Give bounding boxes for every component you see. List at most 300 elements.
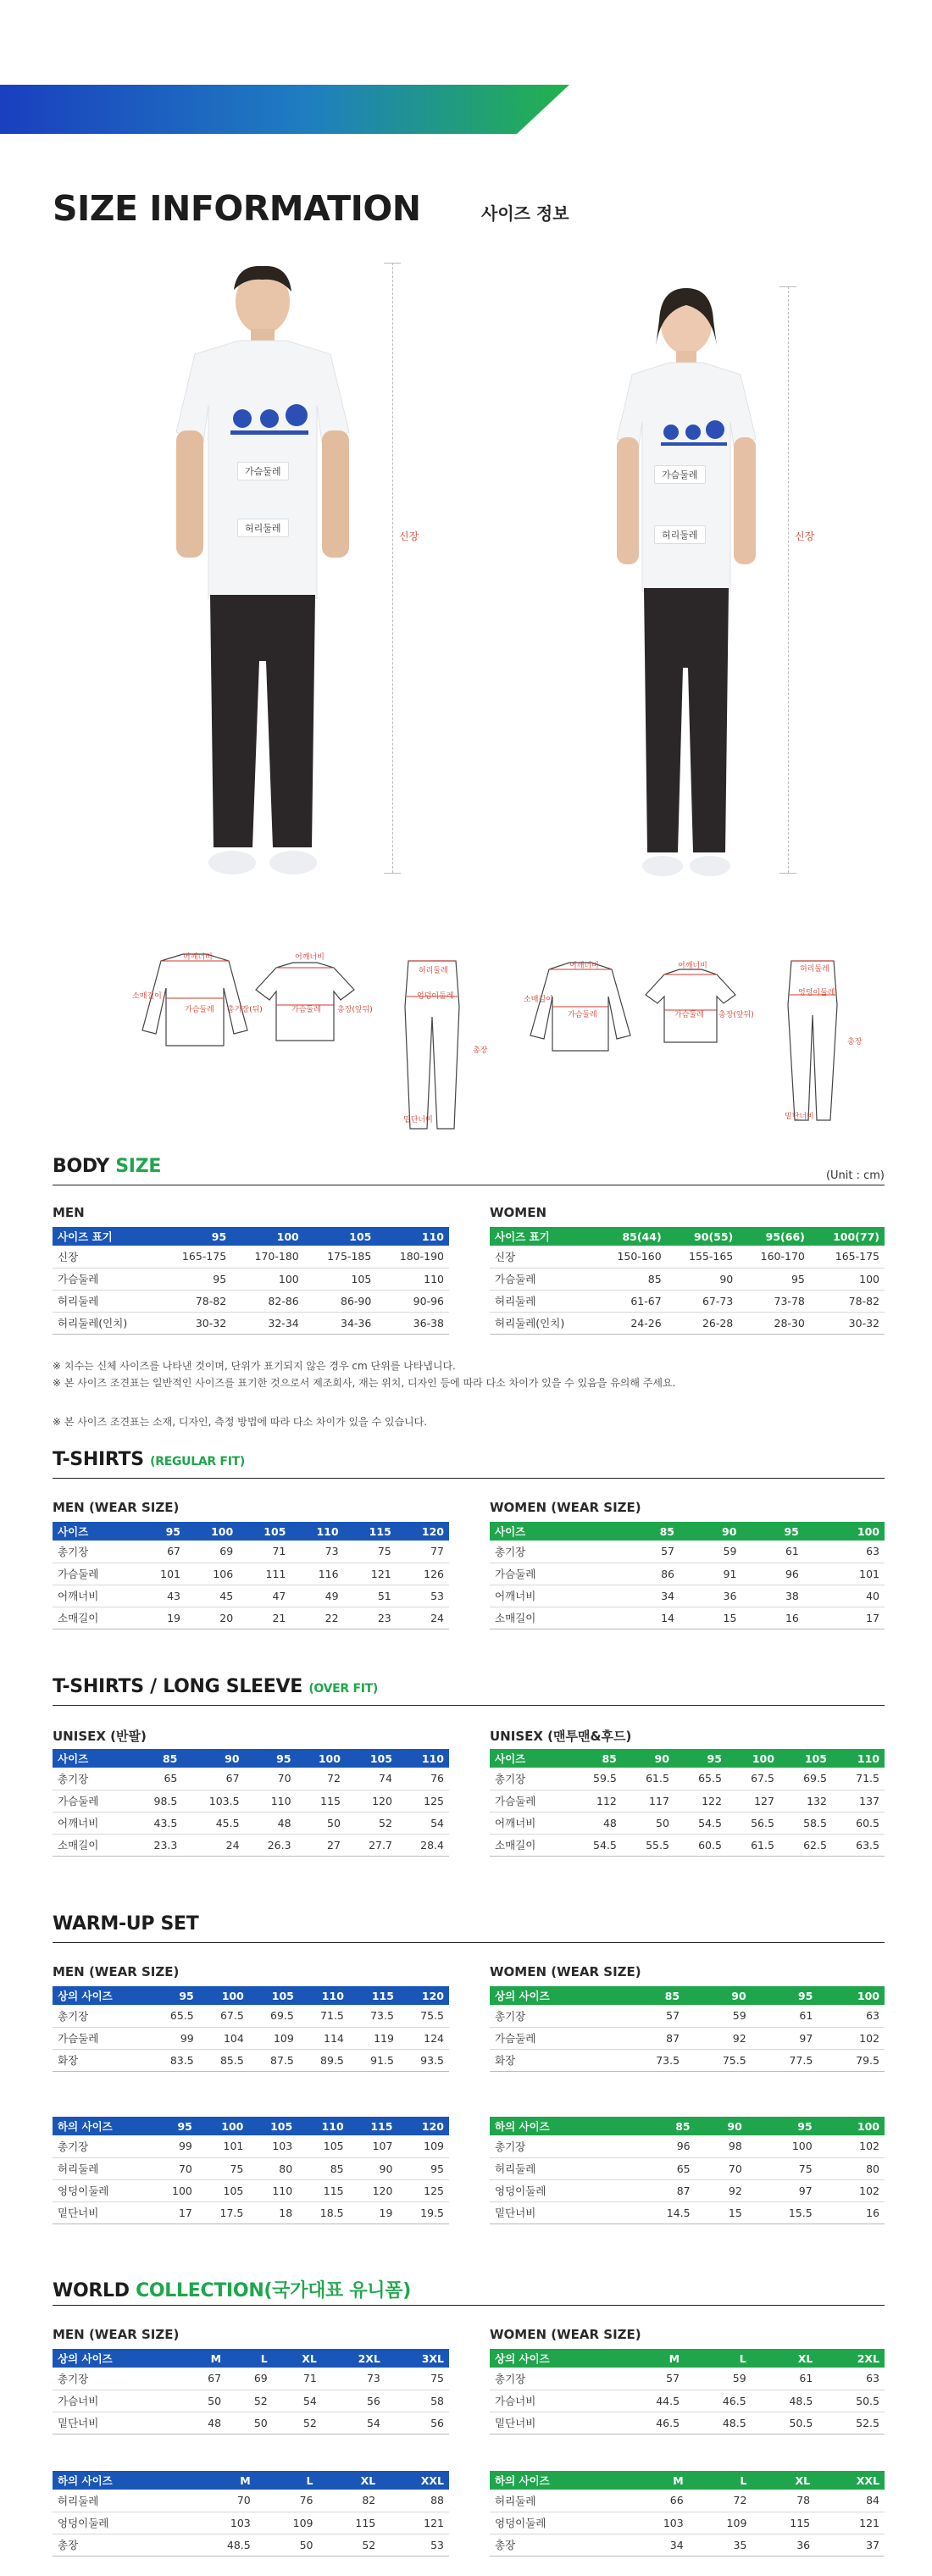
table-cell: 48 bbox=[569, 1812, 622, 1834]
table-header-size: 95 bbox=[674, 1749, 727, 1768]
table-cell: 27.7 bbox=[346, 1834, 397, 1856]
warmup-title: WARM-UP SET bbox=[53, 1913, 199, 1935]
table-cell: 65.5 bbox=[149, 2005, 199, 2027]
table-header-size: L bbox=[226, 2349, 273, 2368]
table-cell: 72 bbox=[689, 2490, 752, 2512]
table-cell: 99 bbox=[151, 2135, 197, 2157]
row-label: 가슴둘레 bbox=[53, 1790, 130, 1812]
table-cell: 44.5 bbox=[618, 2390, 685, 2412]
table-cell: 17 bbox=[804, 1607, 885, 1629]
table-header-label: 상의 사이즈 bbox=[490, 2349, 618, 2368]
table-cell: 85 bbox=[297, 2157, 348, 2179]
table-cell: 46.5 bbox=[685, 2390, 752, 2412]
table-header-size: 85 bbox=[130, 1749, 182, 1768]
row-label: 소매길이 bbox=[53, 1834, 130, 1856]
header-banner bbox=[0, 85, 932, 134]
female-height-line bbox=[788, 286, 789, 873]
row-label: 밑단너비 bbox=[490, 2201, 625, 2223]
male-height-label: 신장 bbox=[399, 530, 419, 542]
table-row bbox=[490, 2490, 885, 2512]
table-cell: 73 bbox=[322, 2368, 386, 2390]
table-cell: 69 bbox=[226, 2368, 273, 2390]
warmup-men-top-table bbox=[53, 1986, 449, 2072]
table-cell: 85 bbox=[595, 1268, 667, 1290]
table-header-label: 사이즈 bbox=[53, 1522, 136, 1541]
row-label: 총장 bbox=[53, 2534, 186, 2556]
long-sleeve-right-label: UNISEX (맨투맨&후드) bbox=[490, 1729, 632, 1744]
table-cell: 90 bbox=[349, 2157, 398, 2179]
table-header-size: 100 bbox=[804, 1522, 885, 1541]
table-cell: 89.5 bbox=[299, 2049, 349, 2071]
table-cell: 105 bbox=[297, 2135, 348, 2157]
table-row bbox=[53, 1834, 449, 1856]
table-row bbox=[53, 1563, 449, 1585]
table-header-size: 85 bbox=[569, 1749, 622, 1768]
table-header-label: 상의 사이즈 bbox=[53, 2349, 180, 2368]
table-row bbox=[53, 1768, 449, 1790]
table-header-size: 2XL bbox=[818, 2349, 885, 2368]
table-row bbox=[53, 1268, 449, 1290]
table-cell: 96 bbox=[741, 1563, 803, 1585]
body-note-1: ※ 치수는 신체 사이즈를 나타낸 것이며, 단위가 표기되지 않은 경우 cm 단위를 나타냅니다. bbox=[53, 1360, 456, 1372]
table-row bbox=[490, 1834, 885, 1856]
table-cell: 66 bbox=[625, 2490, 689, 2512]
women-jacket-sleeve-label: 소매길이 bbox=[524, 996, 553, 1004]
table-cell: 100 bbox=[747, 2135, 818, 2157]
table-cell: 73 bbox=[291, 1541, 343, 1563]
table-header-row bbox=[53, 1749, 449, 1768]
men-tee-chest-label: 가슴둘레 bbox=[291, 1006, 321, 1014]
table-cell: 40 bbox=[804, 1585, 885, 1607]
table-header-size: 105 bbox=[346, 1749, 397, 1768]
male-chest-chip: 가슴둘레 bbox=[237, 462, 289, 480]
world-men-top-table bbox=[53, 2349, 449, 2434]
women-pant-hem-label: 밑단너비 bbox=[785, 1113, 814, 1121]
page-subtitle: 사이즈 정보 bbox=[481, 203, 569, 224]
table-cell: 100 bbox=[810, 1268, 885, 1290]
table-cell: 109 bbox=[397, 2135, 449, 2157]
table-header-size: XXL bbox=[380, 2471, 449, 2490]
table-header-size: 95 bbox=[752, 1986, 818, 2005]
warmup-men-bottom-table bbox=[53, 2117, 449, 2224]
table-cell: 91 bbox=[680, 1563, 741, 1585]
table-row bbox=[490, 1268, 885, 1290]
table-cell: 34 bbox=[625, 2534, 689, 2556]
table-cell: 58 bbox=[386, 2390, 449, 2412]
table-row bbox=[53, 2157, 449, 2179]
table-header-size: XL bbox=[319, 2471, 381, 2490]
row-label: 화장 bbox=[53, 2049, 149, 2071]
table-cell: 57 bbox=[618, 2005, 685, 2027]
row-label: 가슴둘레 bbox=[490, 2027, 618, 2049]
table-row bbox=[490, 2027, 885, 2049]
table-cell: 87 bbox=[625, 2179, 696, 2201]
table-cell: 54.5 bbox=[674, 1812, 727, 1834]
long-sleeve-left-table bbox=[53, 1749, 449, 1857]
table-header-size: 110 bbox=[299, 1986, 349, 2005]
table-cell: 50 bbox=[226, 2412, 273, 2434]
table-header-label: 하의 사이즈 bbox=[53, 2117, 151, 2135]
table-cell: 101 bbox=[197, 2135, 248, 2157]
table-cell: 93.5 bbox=[399, 2049, 449, 2071]
table-cell: 52 bbox=[319, 2534, 381, 2556]
male-waist-chip: 허리둘레 bbox=[237, 519, 289, 537]
female-height-cap-top bbox=[779, 286, 796, 287]
table-header-size: 90 bbox=[622, 1749, 674, 1768]
table-row bbox=[53, 1812, 449, 1834]
row-label: 가슴둘레 bbox=[53, 2027, 149, 2049]
table-cell: 99 bbox=[149, 2027, 199, 2049]
table-header-row bbox=[490, 1227, 885, 1246]
table-cell: 54 bbox=[273, 2390, 322, 2412]
table-row bbox=[490, 1563, 885, 1585]
table-cell: 14.5 bbox=[625, 2201, 696, 2223]
warmup-women-label: WOMEN (WEAR SIZE) bbox=[490, 1964, 641, 1979]
table-cell: 82 bbox=[319, 2490, 381, 2512]
table-header-size: 95(66) bbox=[738, 1227, 810, 1246]
table-header-size: 120 bbox=[397, 2117, 449, 2135]
table-row bbox=[53, 2390, 449, 2412]
table-cell: 77 bbox=[397, 1541, 449, 1563]
table-cell: 47 bbox=[238, 1585, 291, 1607]
table-cell: 59 bbox=[685, 2005, 752, 2027]
table-cell: 77.5 bbox=[752, 2049, 818, 2071]
row-label: 소매길이 bbox=[490, 1607, 618, 1629]
table-header-size: 115 bbox=[349, 1986, 399, 2005]
table-header-label: 하의 사이즈 bbox=[490, 2471, 625, 2490]
female-waist-chip: 허리둘레 bbox=[654, 525, 706, 544]
table-cell: 61-67 bbox=[595, 1290, 667, 1312]
table-cell: 170-180 bbox=[231, 1246, 304, 1268]
table-header-size: 105 bbox=[248, 2117, 297, 2135]
table-cell: 92 bbox=[685, 2027, 752, 2049]
table-header-label: 사이즈 표기 bbox=[53, 1227, 159, 1246]
table-cell: 19 bbox=[349, 2201, 398, 2223]
table-cell: 85.5 bbox=[199, 2049, 249, 2071]
table-cell: 97 bbox=[747, 2179, 818, 2201]
table-cell: 109 bbox=[689, 2512, 752, 2534]
table-header-label: 사이즈 bbox=[490, 1522, 618, 1541]
table-cell: 60.5 bbox=[674, 1834, 727, 1856]
table-cell: 165-175 bbox=[810, 1246, 885, 1268]
table-cell: 63 bbox=[818, 2368, 885, 2390]
table-header-size: 105 bbox=[779, 1749, 832, 1768]
male-height-cap-bottom bbox=[384, 873, 401, 874]
body-men-label: MEN bbox=[53, 1205, 85, 1220]
men-jacket-length-label: 총기장(뒤) bbox=[227, 1006, 263, 1014]
table-cell: 61.5 bbox=[622, 1768, 674, 1790]
table-cell: 19 bbox=[136, 1607, 186, 1629]
table-cell: 65 bbox=[625, 2157, 696, 2179]
table-cell: 28-30 bbox=[738, 1312, 810, 1334]
table-cell: 28.4 bbox=[397, 1834, 449, 1856]
table-cell: 95 bbox=[738, 1268, 810, 1290]
table-cell: 76 bbox=[397, 1768, 449, 1790]
table-header-size: XL bbox=[752, 2349, 818, 2368]
table-header-size: L bbox=[689, 2471, 752, 2490]
table-cell: 34 bbox=[618, 1585, 680, 1607]
table-row bbox=[490, 1768, 885, 1790]
table-cell: 20 bbox=[186, 1607, 238, 1629]
table-header-size: 100 bbox=[818, 1986, 885, 2005]
row-label: 허리둘레 bbox=[53, 2157, 151, 2179]
table-cell: 87.5 bbox=[249, 2049, 299, 2071]
table-header-size: 110 bbox=[397, 1749, 449, 1768]
table-cell: 109 bbox=[249, 2027, 299, 2049]
table-header-size: M bbox=[186, 2471, 256, 2490]
table-header-label: 사이즈 bbox=[490, 1749, 569, 1768]
table-cell: 48.5 bbox=[752, 2390, 818, 2412]
table-cell: 83.5 bbox=[149, 2049, 199, 2071]
women-tee-flat bbox=[644, 966, 737, 1046]
table-cell: 120 bbox=[349, 2179, 398, 2201]
table-cell: 21 bbox=[238, 1607, 291, 1629]
table-cell: 121 bbox=[344, 1563, 397, 1585]
table-cell: 58.5 bbox=[779, 1812, 832, 1834]
table-header-size: 100 bbox=[199, 1986, 249, 2005]
table-cell: 103 bbox=[625, 2512, 689, 2534]
table-row bbox=[53, 2179, 449, 2201]
table-cell: 26.3 bbox=[245, 1834, 297, 1856]
table-row bbox=[490, 2179, 885, 2201]
table-header-size: 95 bbox=[159, 1227, 232, 1246]
table-cell: 78-82 bbox=[159, 1290, 232, 1312]
world-title: WORLD COLLECTION(국가대표 유니폼) bbox=[53, 2280, 411, 2301]
row-label: 가슴둘레 bbox=[490, 1563, 618, 1585]
table-cell: 53 bbox=[397, 1585, 449, 1607]
table-cell: 67.5 bbox=[199, 2005, 249, 2027]
table-cell: 87 bbox=[618, 2027, 685, 2049]
row-label: 총기장 bbox=[490, 1541, 618, 1563]
table-row bbox=[490, 2157, 885, 2179]
table-cell: 59 bbox=[685, 2368, 752, 2390]
body-size-title: BODY SIZE bbox=[53, 1156, 162, 1177]
table-header-size: 110 bbox=[291, 1522, 343, 1541]
table-cell: 30-32 bbox=[159, 1312, 232, 1334]
table-cell: 82-86 bbox=[231, 1290, 304, 1312]
table-cell: 56.5 bbox=[727, 1812, 779, 1834]
table-cell: 119 bbox=[349, 2027, 399, 2049]
table-cell: 75.5 bbox=[399, 2005, 449, 2027]
row-label: 어깨너비 bbox=[53, 1812, 130, 1834]
table-header-label: 하의 사이즈 bbox=[53, 2471, 186, 2490]
table-cell: 59 bbox=[680, 1541, 741, 1563]
table-cell: 112 bbox=[569, 1790, 622, 1812]
table-header-size: 110 bbox=[832, 1749, 885, 1768]
table-row bbox=[490, 2049, 885, 2071]
men-jacket-chest-label: 가슴둘레 bbox=[185, 1006, 214, 1014]
table-cell: 61 bbox=[741, 1541, 803, 1563]
table-header-size: 100 bbox=[231, 1227, 304, 1246]
table-header-size: 100 bbox=[197, 2117, 248, 2135]
table-row bbox=[53, 2135, 449, 2157]
table-cell: 56 bbox=[322, 2390, 386, 2412]
table-header-size: 3XL bbox=[386, 2349, 449, 2368]
table-row bbox=[53, 1290, 449, 1312]
row-label: 가슴너비 bbox=[490, 2390, 618, 2412]
row-label: 허리둘레(인치) bbox=[53, 1312, 159, 1334]
table-cell: 69.5 bbox=[249, 2005, 299, 2027]
table-header-row bbox=[53, 2117, 449, 2135]
tshirts-title: T-SHIRTS (REGULAR FIT) bbox=[53, 1449, 245, 1470]
table-cell: 67 bbox=[182, 1768, 244, 1790]
table-header-size: 90 bbox=[685, 1986, 752, 2005]
table-cell: 103 bbox=[248, 2135, 297, 2157]
table-cell: 63 bbox=[818, 2005, 885, 2027]
table-cell: 18.5 bbox=[297, 2201, 348, 2223]
table-cell: 105 bbox=[197, 2179, 248, 2201]
body-women-label: WOMEN bbox=[490, 1205, 547, 1220]
table-cell: 24 bbox=[182, 1834, 244, 1856]
table-cell: 32-34 bbox=[231, 1312, 304, 1334]
table-header-size: XL bbox=[273, 2349, 322, 2368]
table-cell: 116 bbox=[291, 1563, 343, 1585]
table-cell: 101 bbox=[136, 1563, 186, 1585]
table-header-size: 120 bbox=[397, 1522, 449, 1541]
unit-label: (Unit : cm) bbox=[825, 1169, 885, 1182]
women-pant-waist-label: 허리둘레 bbox=[800, 965, 829, 974]
table-row bbox=[490, 1312, 885, 1334]
body-note-3: ※ 본 사이즈 조견표는 소재, 디자인, 측정 방법에 따라 다소 차이가 있을 수 있습니다. bbox=[53, 1416, 428, 1428]
row-label: 허리둘레 bbox=[490, 2157, 625, 2179]
table-cell: 114 bbox=[299, 2027, 349, 2049]
table-cell: 150-160 bbox=[595, 1246, 667, 1268]
table-header-size: 120 bbox=[399, 1986, 449, 2005]
table-cell: 180-190 bbox=[376, 1246, 449, 1268]
table-cell: 127 bbox=[727, 1790, 779, 1812]
table-header-size: XL bbox=[752, 2471, 815, 2490]
table-header-label: 사이즈 표기 bbox=[490, 1227, 595, 1246]
table-header-size: 95 bbox=[136, 1522, 186, 1541]
table-cell: 36 bbox=[752, 2534, 815, 2556]
row-label: 가슴둘레 bbox=[53, 1563, 136, 1585]
women-tee-chest-label: 가슴둘레 bbox=[674, 1011, 704, 1019]
table-cell: 15 bbox=[680, 1607, 741, 1629]
table-cell: 115 bbox=[319, 2512, 381, 2534]
table-cell: 72 bbox=[297, 1768, 346, 1790]
table-cell: 27 bbox=[297, 1834, 346, 1856]
world-women-bottom-table bbox=[490, 2471, 885, 2557]
table-cell: 55.5 bbox=[622, 1834, 674, 1856]
row-label: 신장 bbox=[53, 1246, 159, 1268]
female-height-label: 신장 bbox=[795, 530, 815, 542]
table-cell: 73-78 bbox=[738, 1290, 810, 1312]
table-header-size: 95 bbox=[149, 1986, 199, 2005]
table-cell: 95 bbox=[159, 1268, 232, 1290]
women-pant-hip-label: 엉덩이둘레 bbox=[798, 989, 835, 997]
table-cell: 52 bbox=[273, 2412, 322, 2434]
table-cell: 16 bbox=[818, 2201, 885, 2223]
long-sleeve-right-table bbox=[490, 1749, 885, 1857]
table-row bbox=[490, 2368, 885, 2390]
table-header-size: 115 bbox=[344, 1522, 397, 1541]
table-cell: 115 bbox=[752, 2512, 815, 2534]
table-cell: 102 bbox=[818, 2027, 885, 2049]
table-cell: 75 bbox=[197, 2157, 248, 2179]
women-jacket-chest-label: 가슴둘레 bbox=[568, 1011, 597, 1019]
table-row bbox=[490, 2512, 885, 2534]
warmup-women-bottom-table bbox=[490, 2117, 885, 2224]
row-label: 허리둘레(인치) bbox=[490, 1312, 595, 1334]
table-cell: 59.5 bbox=[569, 1768, 622, 1790]
table-row bbox=[53, 2368, 449, 2390]
row-label: 총기장 bbox=[490, 2135, 625, 2157]
row-label: 밑단너비 bbox=[53, 2201, 151, 2223]
table-row bbox=[53, 2512, 449, 2534]
table-cell: 48 bbox=[180, 2412, 226, 2434]
table-cell: 103.5 bbox=[182, 1790, 244, 1812]
table-header-label: 상의 사이즈 bbox=[53, 1986, 149, 2005]
table-cell: 117 bbox=[622, 1790, 674, 1812]
table-row bbox=[490, 2412, 885, 2434]
long-sleeve-left-label: UNISEX (반팔) bbox=[53, 1729, 147, 1744]
table-cell: 70 bbox=[696, 2157, 747, 2179]
body-women-table bbox=[490, 1227, 885, 1335]
table-row bbox=[490, 1607, 885, 1629]
table-header-size: 90(55) bbox=[667, 1227, 739, 1246]
table-header-size: 95 bbox=[245, 1749, 297, 1768]
table-header-row bbox=[490, 2471, 885, 2490]
table-cell: 50 bbox=[622, 1812, 674, 1834]
table-cell: 26-28 bbox=[667, 1312, 739, 1334]
world-rule bbox=[53, 2305, 885, 2306]
table-cell: 22 bbox=[291, 1607, 343, 1629]
table-header-size: L bbox=[685, 2349, 752, 2368]
table-cell: 121 bbox=[380, 2512, 449, 2534]
table-row bbox=[53, 2490, 449, 2512]
table-row bbox=[53, 1246, 449, 1268]
warmup-men-label: MEN (WEAR SIZE) bbox=[53, 1964, 180, 1979]
table-cell: 126 bbox=[397, 1563, 449, 1585]
table-row bbox=[490, 1541, 885, 1563]
table-cell: 71 bbox=[273, 2368, 322, 2390]
warmup-women-top-table bbox=[490, 1986, 885, 2072]
row-label: 총기장 bbox=[53, 1768, 130, 1790]
table-cell: 111 bbox=[238, 1563, 291, 1585]
table-row bbox=[490, 2390, 885, 2412]
table-cell: 61.5 bbox=[727, 1834, 779, 1856]
table-header-row bbox=[53, 2471, 449, 2490]
row-label: 총기장 bbox=[53, 2135, 151, 2157]
table-header-size: 100 bbox=[727, 1749, 779, 1768]
row-label: 어깨너비 bbox=[490, 1585, 618, 1607]
table-cell: 71.5 bbox=[299, 2005, 349, 2027]
table-cell: 15.5 bbox=[747, 2201, 818, 2223]
table-header-size: 105 bbox=[238, 1522, 291, 1541]
tshirts-men-label: MEN (WEAR SIZE) bbox=[53, 1500, 180, 1515]
women-pant-flat bbox=[783, 956, 842, 1125]
table-row bbox=[53, 1541, 449, 1563]
table-cell: 50 bbox=[297, 1812, 346, 1834]
table-header-size: 95 bbox=[151, 2117, 197, 2135]
table-cell: 67 bbox=[180, 2368, 226, 2390]
table-row bbox=[490, 2534, 885, 2556]
table-cell: 100 bbox=[231, 1268, 304, 1290]
row-label: 신장 bbox=[490, 1246, 595, 1268]
table-header-size: 100 bbox=[818, 2117, 885, 2135]
table-cell: 97 bbox=[752, 2027, 818, 2049]
table-cell: 48.5 bbox=[186, 2534, 256, 2556]
table-cell: 61 bbox=[752, 2005, 818, 2027]
table-cell: 48 bbox=[245, 1812, 297, 1834]
women-tee-length-label: 총장(앞뒤) bbox=[718, 1011, 754, 1019]
row-label: 가슴둘레 bbox=[53, 1268, 159, 1290]
row-label: 어깨너비 bbox=[53, 1585, 136, 1607]
table-cell: 75 bbox=[747, 2157, 818, 2179]
table-cell: 57 bbox=[618, 2368, 685, 2390]
table-cell: 36 bbox=[680, 1585, 741, 1607]
table-cell: 110 bbox=[248, 2179, 297, 2201]
